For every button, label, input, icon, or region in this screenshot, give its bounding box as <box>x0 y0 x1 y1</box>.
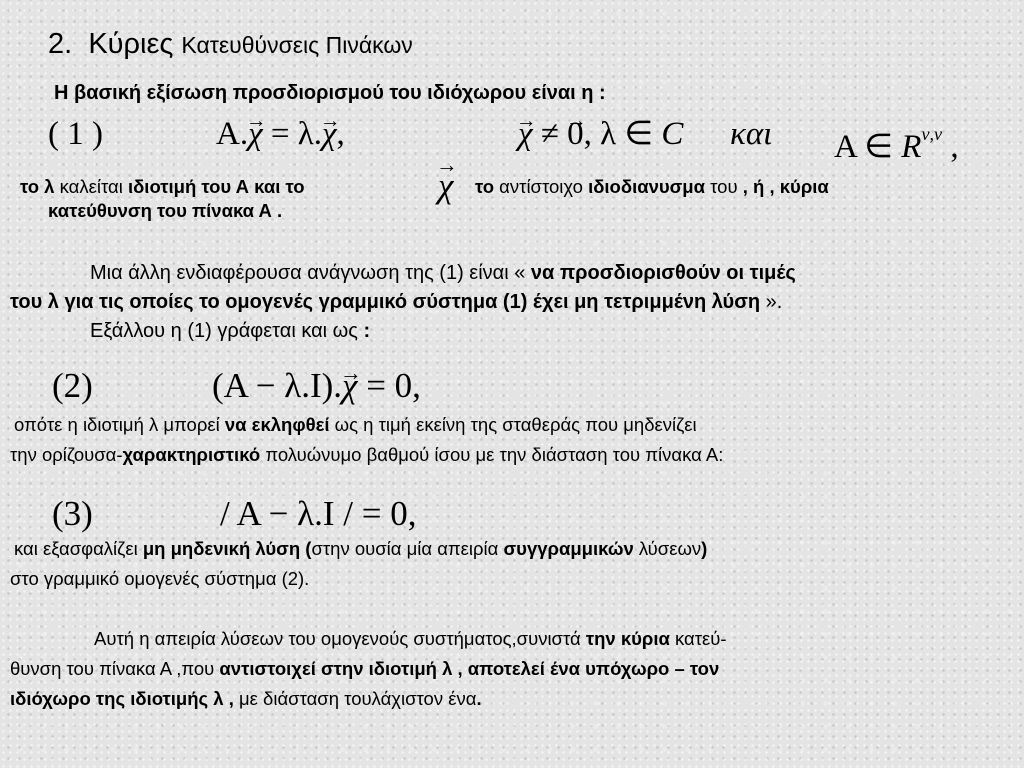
eq2-expr: (A − λ.I).→ χ = 0, <box>212 364 421 408</box>
para1-line3: Εξάλλου η (1) γράφεται και ως : <box>90 320 371 342</box>
eq1-kai: και <box>730 116 773 152</box>
para3-line1: και εξασφαλίζει μη μηδενική λύση (στην ουσία μία απειρία συγγραμμικών λύσεων) <box>14 538 708 559</box>
zero-vector: → 0 <box>567 112 584 156</box>
para4-line3: ιδιόχωρο της ιδιοτιμής λ , με διάσταση τουλάχιστον ένα. <box>10 688 482 709</box>
eq1-condition: → χ ≠ → 0, λ ∈ C <box>518 112 683 156</box>
page-title <box>48 24 413 65</box>
inline-chi-vector: → χ <box>438 166 453 206</box>
eq1-chi-vector: → χ <box>248 112 263 156</box>
eq1-label: ( 1 ) <box>48 116 103 152</box>
para4-line2: θυνση του πίνακα Α ,που αντιστοιχεί στην ιδιοτιμή λ , αποτελεί ένα υπόχωρο – τον <box>10 658 720 679</box>
eigen-definition-line1b: το αντίστοιχο ιδιοδιανυσμα του , ή , κύρια <box>475 176 829 197</box>
para2-line2: την ορίζουσα-χαρακτηριστικό πολυώνυμο βαθμού ίσου με την διάσταση του πίνακα Α: <box>10 444 724 465</box>
title-number: 2. <box>48 28 73 60</box>
eigen-definition-line2: κατεύθυνση του πίνακα Α . <box>48 200 283 221</box>
eq3-label: (3) <box>52 494 93 533</box>
intro-text: Η βασική εξίσωση προσδιορισμού του ιδιόχωρου είναι η : <box>54 82 606 104</box>
para3-line2: στο γραμμικό ομογενές σύστημα (2). <box>10 568 310 589</box>
para4-line1: Αυτή η απειρία λύσεων του ομογενούς συστήματος,συνιστά την κύρια κατεύ- <box>94 628 727 649</box>
eq3-expr: / A − λ.I / = 0, <box>220 494 417 533</box>
para2-line1: οπότε η ιδιοτιμή λ μπορεί να εκληφθεί ως η τιμή εκείνη της σταθεράς που μηδενίζει <box>14 414 697 435</box>
eq1-lhs: A.→ χ = λ.→ χ, <box>216 112 345 156</box>
eq1-domain: A ∈ $R^{\nu,\nu}$ , <box>834 124 959 166</box>
para1-line1: Μια άλλη ενδιαφέρουσα ανάγνωση της (1) είναι « να προσδιορισθούν οι τιμές <box>90 262 796 284</box>
eigen-definition-line1: το λ καλείται ιδιοτιμή του Α και το <box>20 176 305 197</box>
eq2-label: (2) <box>52 366 93 405</box>
para1-line2: του λ για τις οποίες το ομογενές γραμμικό σύστημα (1) έχει μη τετριμμένη λύση ». <box>10 291 783 313</box>
title-main: Κύριες <box>88 28 174 60</box>
title-rest: Κατευθύνσεις Πινάκων <box>181 32 413 58</box>
